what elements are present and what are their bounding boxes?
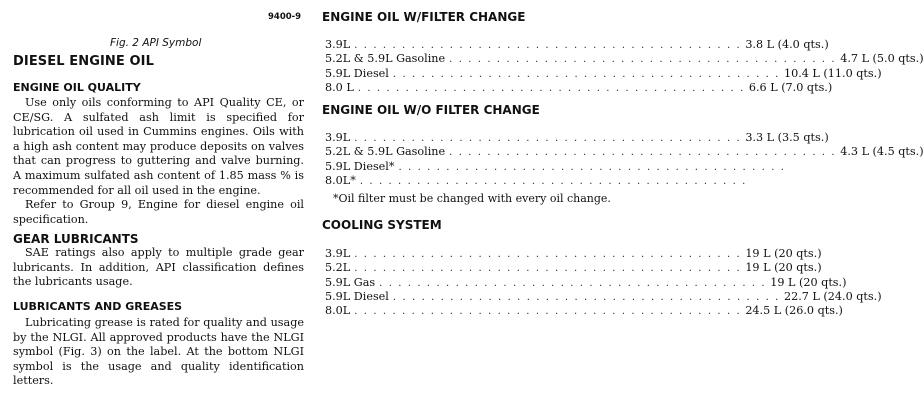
table-row <box>325 52 924 66</box>
table-oil-with-filter <box>325 38 924 95</box>
table-row <box>325 261 822 275</box>
table-row <box>325 173 747 188</box>
table-row <box>325 247 822 261</box>
leader-dots: . . . . . . . . . . . . . . . . . . . . . . . . . . . . . . . . . . . . . . . . . <box>354 249 742 260</box>
leader-dots: . . . . . . . . . . . . . . . . . . . . . . . . . . . . . . . . . . . . . . . . . <box>359 175 747 187</box>
row-value: 4.3 L (4.5 qts.) <box>840 145 924 159</box>
table-row <box>325 304 843 318</box>
row-value: 10.4 L (11.0 qts.) <box>783 66 882 80</box>
row-value: 19 L (20 qts.) <box>770 275 847 289</box>
table-row <box>325 145 924 159</box>
leader-dots: . . . . . . . . . . . . . . . . . . . . . . . . . . . . . . . . . . . . . . . . . <box>392 68 780 80</box>
paragraph: SAE ratings also apply to multiple grade gear lubricants. In addition, API classification defines the lubricants usage. <box>13 246 304 289</box>
row-label: 5.2L <box>325 261 351 275</box>
table-row <box>325 38 829 52</box>
leader-dots: . . . . . . . . . . . . . . . . . . . . . . . . . . . . . . . . . . . . . . . . . <box>379 277 767 289</box>
table-cooling-system <box>325 247 882 318</box>
section-heading-gear-lubricants: GEAR LUBRICANTS <box>13 232 139 246</box>
leader-dots: . . . . . . . . . . . . . . . . . . . . . . . . . . . . . . . . . . . . . . . . . <box>354 263 742 275</box>
table-row <box>325 159 786 174</box>
section-gear-lubricants <box>13 246 304 290</box>
row-label: 5.9L Gas <box>325 275 376 289</box>
row-label: 3.9L <box>325 247 351 260</box>
section-lubricants-greases <box>13 316 304 389</box>
row-label: 5.2L & 5.9L Gasoline <box>325 145 446 159</box>
page-number: 9400-9 <box>268 12 302 22</box>
row-value: 24.5 L (26.0 qts.) <box>745 304 843 318</box>
leader-dots: . . . . . . . . . . . . . . . . . . . . . . . . . . . . . . . . . . . . . . . . . <box>354 133 742 144</box>
row-value: 19 L (20 qts.) <box>745 247 822 260</box>
paragraph: Use only oils conforming to API Quality CE, or CE/SG. A sulfated ash limit is specified for lubrication oil used in Cummins engines. Oils with a high ash content may produce deposits on valves that can progress to guttering and valve burning. A maximum sulfated ash content of 1.85 mass % is recommended for all oil used in the engine. <box>13 96 304 197</box>
row-value: 4.7 L (5.0 qts.) <box>840 52 924 66</box>
figure-caption: Fig. 2 API Symbol <box>110 37 202 49</box>
page-title: DIESEL ENGINE OIL <box>13 54 154 69</box>
row-label: 3.9L <box>325 131 351 144</box>
row-label: 5.9L Diesel <box>325 66 389 80</box>
leader-dots: . . . . . . . . . . . . . . . . . . . . . . . . . . . . . . . . . . . . . . . . . <box>357 82 745 94</box>
filter-note: *Oil filter must be changed with every oil change. <box>333 192 611 205</box>
section-oil-quality <box>13 96 304 227</box>
section-heading-oil-quality: ENGINE OIL QUALITY <box>13 81 141 94</box>
table-row <box>325 275 847 290</box>
leader-dots: . . . . . . . . . . . . . . . . . . . . . . . . . . . . . . . . . . . . . . . . . <box>449 54 837 66</box>
heading-cooling-system: COOLING SYSTEM <box>322 218 442 232</box>
paragraph: Lubricating grease is rated for quality and usage by the NLGI. All approved products have the NLGI symbol (Fig. 3) on the label. At the bottom NLGI symbol is the usage and quality identification letters. <box>13 316 304 388</box>
row-label: 3.9L <box>325 38 351 51</box>
row-label: 8.0L* <box>325 173 356 187</box>
leader-dots: . . . . . . . . . . . . . . . . . . . . . . . . . . . . . . . . . . . . . . . . . <box>354 40 742 51</box>
section-heading-lubricants-greases: LUBRICANTS AND GREASES <box>13 300 183 313</box>
row-label: 5.9L Diesel <box>325 289 389 303</box>
leader-dots: . . . . . . . . . . . . . . . . . . . . . . . . . . . . . . . . . . . . . . . . . <box>354 306 742 318</box>
row-value: 19 L (20 qts.) <box>745 261 822 275</box>
paragraph: Refer to Group 9, Engine for diesel engine oil specification. <box>13 198 304 226</box>
table-row <box>325 289 882 304</box>
row-value: 6.6 L (7.0 qts.) <box>748 80 833 94</box>
row-label: 5.9L Diesel* <box>325 159 395 173</box>
heading-oil-without-filter: ENGINE OIL W/O FILTER CHANGE <box>322 103 540 117</box>
table-row <box>325 80 833 95</box>
row-label: 5.2L & 5.9L Gasoline <box>325 52 446 66</box>
row-value: 3.8 L (4.0 qts.) <box>745 38 829 51</box>
row-value: 22.7 L (24.0 qts.) <box>783 289 882 303</box>
heading-oil-with-filter: ENGINE OIL W/FILTER CHANGE <box>322 10 526 24</box>
table-row <box>325 66 882 81</box>
leader-dots: . . . . . . . . . . . . . . . . . . . . . . . . . . . . . . . . . . . . . . . . . <box>398 161 786 173</box>
row-label: 8.0 L <box>325 80 354 94</box>
row-label: 8.0L <box>325 304 351 318</box>
row-value: 3.3 L (3.5 qts.) <box>745 131 829 144</box>
leader-dots: . . . . . . . . . . . . . . . . . . . . . . . . . . . . . . . . . . . . . . . . . <box>449 147 837 159</box>
table-row <box>325 131 829 145</box>
table-oil-without-filter <box>325 131 924 188</box>
leader-dots: . . . . . . . . . . . . . . . . . . . . . . . . . . . . . . . . . . . . . . . . . <box>392 291 780 303</box>
